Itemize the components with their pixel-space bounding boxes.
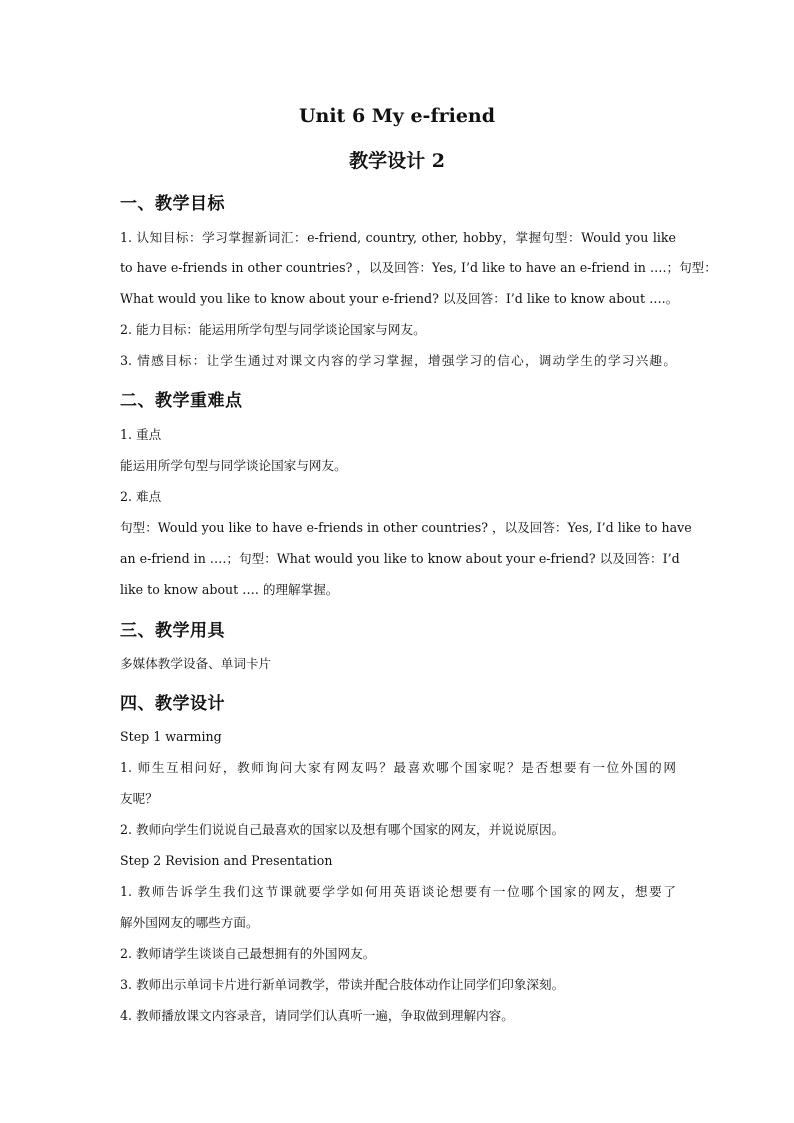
document-title: Unit 6 My e-friend xyxy=(298,105,496,127)
paragraph-line: 1. 教师告诉学生我们这节课就要学学如何用英语谈论想要有一位哪个国家的网友，想要了 xyxy=(120,884,676,899)
section-heading-teaching-design: 四、教学设计 xyxy=(120,694,225,714)
section-heading-objectives: 一、教学目标 xyxy=(120,194,225,214)
paragraph-line: 能运用所学句型与同学谈论国家与网友。 xyxy=(120,458,347,473)
document-subtitle: 教学设计 2 xyxy=(349,150,445,172)
paragraph-line: What would you like to know about your e-friend? 以及回答：I’d like to know about ….。 xyxy=(120,291,679,306)
paragraph-line: 句型：Would you like to have e-friends in other countries? ，以及回答：Yes, I’d like to have xyxy=(120,520,692,535)
paragraph-line: 解外国网友的哪些方面。 xyxy=(120,915,259,930)
paragraph-line: 2. 教师请学生谈谈自己最想拥有的外国网友。 xyxy=(120,946,376,961)
section-heading-teaching-aids: 三、教学用具 xyxy=(120,621,225,641)
step-label: Step 2 Revision and Presentation xyxy=(120,853,333,868)
paragraph-line: like to know about …. 的理解掌握。 xyxy=(120,582,339,597)
paragraph-line: 多媒体教学设备、单词卡片 xyxy=(120,656,272,671)
section-heading-key-points: 二、教学重难点 xyxy=(120,391,243,411)
paragraph-line: 友呢？ xyxy=(120,791,158,806)
paragraph-line: 1. 认知目标：学习掌握新词汇：e-friend, country, other, hobby，掌握句型：Would you like xyxy=(120,230,676,245)
paragraph-line: to have e-friends in other countries? ，以及回答：Yes, I’d like to have an e-friend in ….；句型： xyxy=(120,260,717,275)
step-label: Step 1 warming xyxy=(120,729,222,744)
paragraph-line: 1. 重点 xyxy=(120,427,162,442)
paragraph-line: 2. 教师向学生们说说自己最喜欢的国家以及想有哪个国家的网友，并说说原因。 xyxy=(120,822,565,837)
paragraph-line: 3. 情感目标：让学生通过对课文内容的学习掌握，增强学习的信心，调动学生的学习兴趣。 xyxy=(120,353,676,368)
paragraph-line: 3. 教师出示单词卡片进行新单词教学，带读并配合肢体动作让同学们印象深刻。 xyxy=(120,977,565,992)
paragraph-line: 1. 师生互相问好，教师询问大家有网友吗？最喜欢哪个国家呢？是否想要有一位外国的网 xyxy=(120,760,676,775)
paragraph-line: 2. 能力目标：能运用所学句型与同学谈论国家与网友。 xyxy=(120,322,426,337)
paragraph-line: an e-friend in ….；句型：What would you like to know about your e-friend? 以及回答：I’d xyxy=(120,551,680,566)
paragraph-line: 4. 教师播放课文内容录音，请同学们认真听一遍，争取做到理解内容。 xyxy=(120,1008,514,1023)
paragraph-line: 2. 难点 xyxy=(120,489,162,504)
